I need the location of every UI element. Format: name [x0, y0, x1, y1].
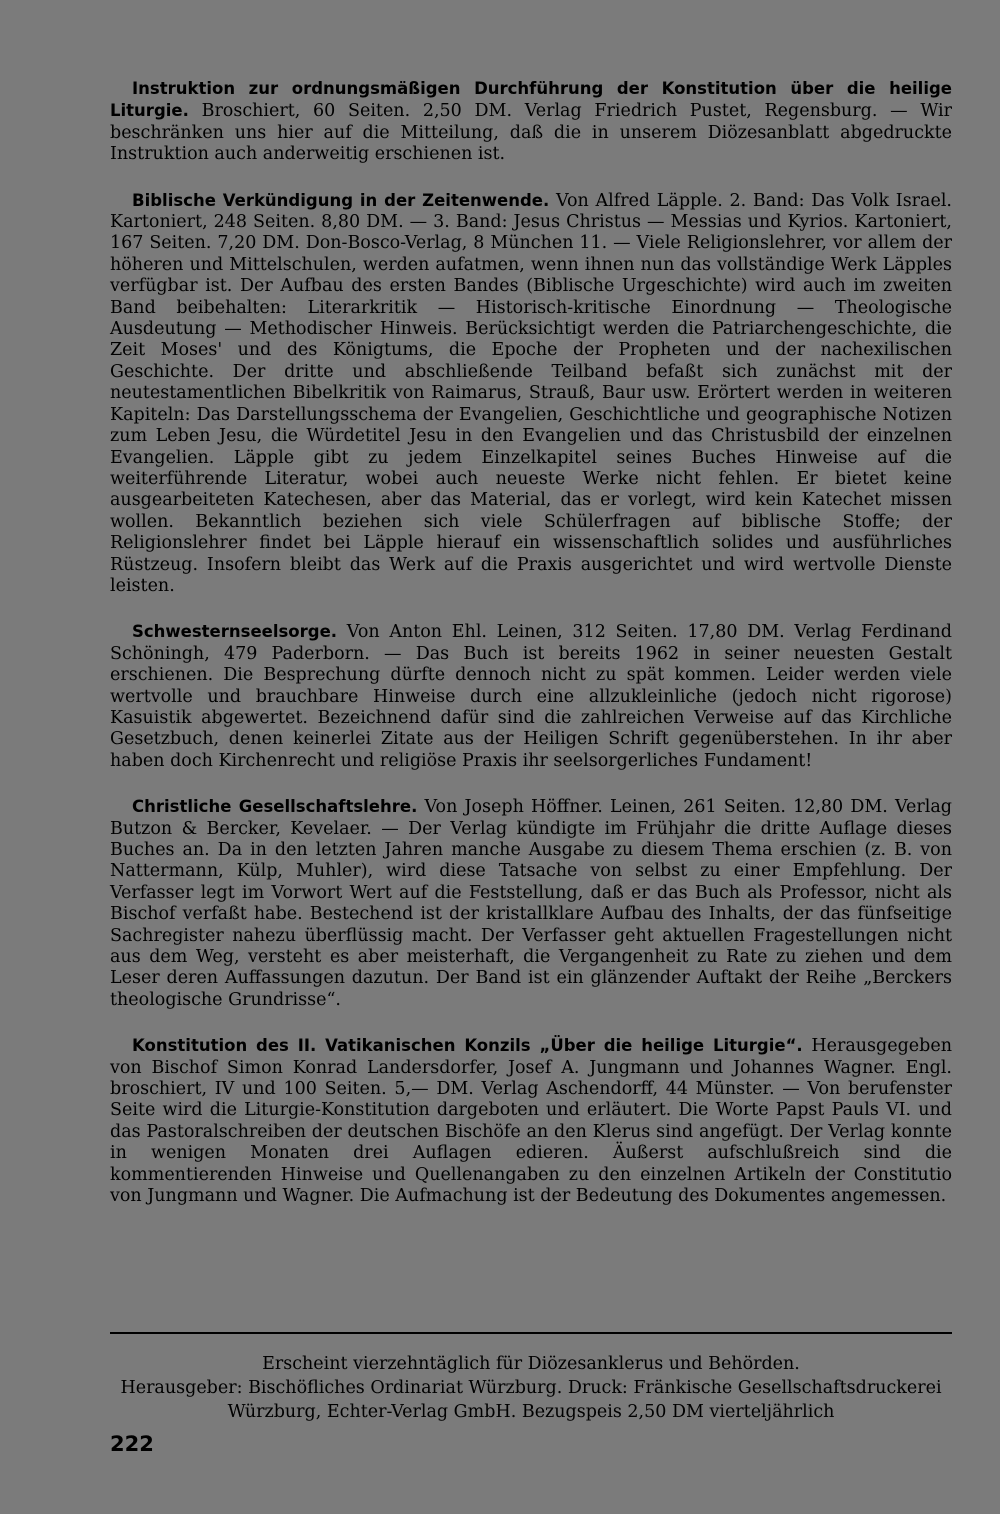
review-body: Von Anton Ehl. Leinen, 312 Seiten. 17,80 DM. Verlag Ferdinand Schöningh, 479 Paderborn. — Das Buch ist bereits 1962 in seiner neuesten Gestalt erschienen. Die Besprechung dürfte dennoch nicht zu spät kommen. Leider werden viele wertvolle und brauchbare Hinweise durch eine allzukleinliche (jedoch nicht rigorose) Kasuistik abgewertet. Bezeichnend dafür sind die zahlreichen Verweise auf das Kirchliche Gesetzbuch, denen keinerlei Zitate aus der Heiligen Schrift gegenüberstehen. In ihr aber haben doch Kirchenrecht und religiöse Praxis ihr seelsorgerliches Fundament!	[110, 622, 952, 771]
review-body: Broschiert, 60 Seiten. 2,50 DM. Verlag Friedrich Pustet, Regensburg. — Wir beschränken uns hier auf die Mitteilung, daß die in unserem Diözesanblatt abgedruckte Instruktion auch anderweitig erschienen ist.	[110, 101, 952, 165]
review-entry	[110, 78, 952, 166]
review-title: Biblische Verkündigung in der Zeitenwende.	[132, 190, 550, 210]
review-entry	[110, 1035, 952, 1207]
review-title: Christliche Gesellschaftslehre.	[132, 797, 418, 817]
publication-footer	[110, 1352, 952, 1424]
review-body: Von Alfred Läpple. 2. Band: Das Volk Israel. Kartoniert, 248 Seiten. 8,80 DM. — 3. Band: Jesus Christus — Messias und Kyrios. Kartoniert, 167 Seiten. 7,20 DM. Don-Bosco-Verlag, 8 München 11. — Viele Religionslehrer, vor allem der höheren und Mittelschulen, werden aufatmen, wenn ihnen nun das vollständige Werk Läpples verfügbar ist. Der Aufbau des ersten Bandes (Biblische Urgeschichte) wird auch im zweiten Band beibehalten: Literarkritik — Historisch-kritische Einordnung — Theologische Ausdeutung — Methodischer Hinweis. Berücksichtigt werden die Patriarchengeschichte, die Zeit Moses' und des Königtums, die Epoche der Propheten und der nachexilischen Geschichte. Der dritte und abschließende Teilband befaßt sich zunächst mit der neutestamentlichen Bibelkritik von Raimarus, Strauß, Baur usw. Erörtert werden in weiteren Kapiteln: Das Darstellungsschema der Evangelien, Geschichtliche und geographische Notizen zum Leben Jesu, die Würdetitel Jesu in den Evangelien und das Christusbild der einzelnen Evangelien. Läpple gibt zu jedem Einzelkapitel seines Buches Hinweise auf die weiterführende Literatur, wobei auch neueste Werke nicht fehlen. Er bietet keine ausgearbeiteten Katechesen, aber das Material, das er vorlegt, wird kein Katechet missen wollen. Bekanntlich beziehen sich viele Schülerfragen auf biblische Stoffe; der Religionslehrer findet bei Läpple hierauf ein wissenschaftlich solides und ausführliches Rüstzeug. Insofern bleibt das Werk auf die Praxis ausgerichtet und wird wertvolle Dienste leisten.	[110, 190, 952, 596]
review-entry	[110, 190, 952, 598]
review-entry	[110, 621, 952, 772]
footer-line-publisher: Herausgeber: Bischöfliches Ordinariat Würzburg. Druck: Fränkische Gesellschaftsdruckerei Würzburg, Echter-Verlag GmbH. Bezugspeis 2,50 DM vierteljährlich	[120, 1378, 942, 1422]
review-column	[110, 78, 952, 1232]
review-title: Instruktion zur ordnungsmäßigen Durchführung der Konstitution über die heilige Liturgie.	[110, 79, 952, 121]
page-number: 222	[110, 1432, 154, 1456]
review-title: Schwesternseelsorge.	[132, 622, 338, 642]
review-body: Herausgegeben von Bischof Simon Konrad Landersdorfer, Josef A. Jungmann und Johannes Wagner. Engl. broschiert, IV und 100 Seiten. 5,— DM. Verlag Aschendorff, 44 Münster. — Von berufenster Seite wird die Liturgie-Konstitution dargeboten und erläutert. Die Worte Papst Pauls VI. und das Pastoralschreiben der deutschen Bischöfe an den Klerus sind angefügt. Der Verlag konnte in wenigen Monaten drei Auflagen edieren. Äußerst aufschlußreich sind die kommentierenden Hinweise und Quellenangaben zu den einzelnen Artikeln der Constitutio von Jungmann und Wagner. Die Aufmachung ist der Bedeutung des Dokumentes angemessen.	[110, 1036, 952, 1207]
footer-line-schedule: Erscheint vierzehntäglich für Diözesanklerus und Behörden.	[262, 1354, 800, 1374]
review-title: Konstitution des II. Vatikanischen Konzils „Über die heilige Liturgie“.	[132, 1036, 803, 1056]
review-entry	[110, 796, 952, 1011]
review-body: Von Joseph Höffner. Leinen, 261 Seiten. 12,80 DM. Verlag Butzon & Bercker, Kevelaer. — Der Verlag kündigte im Frühjahr die dritte Auflage dieses Buches an. Da in den letzten Jahren manche Ausgabe zu diesem Thema erschien (z. B. von Nattermann, Külp, Muhler), wird diese Tatsache von selbst zu einer Empfehlung. Der Verfasser legt im Vorwort Wert auf die Feststellung, daß er das Buch als Professor, nicht als Bischof verfaßt habe. Bestechend ist der kristallklare Aufbau des Inhalts, der das fünfseitige Sachregister nahezu überflüssig macht. Der Verfasser geht aktuellen Fragestellungen nicht aus dem Weg, versteht es aber meisterhaft, die Vergangenheit zu Rate zu ziehen und dem Leser deren Auffassungen dazutun. Der Band ist ein glänzender Auftakt der Reihe „Berckers theologische Grundrisse“.	[110, 797, 952, 1010]
footer-divider	[110, 1332, 952, 1334]
